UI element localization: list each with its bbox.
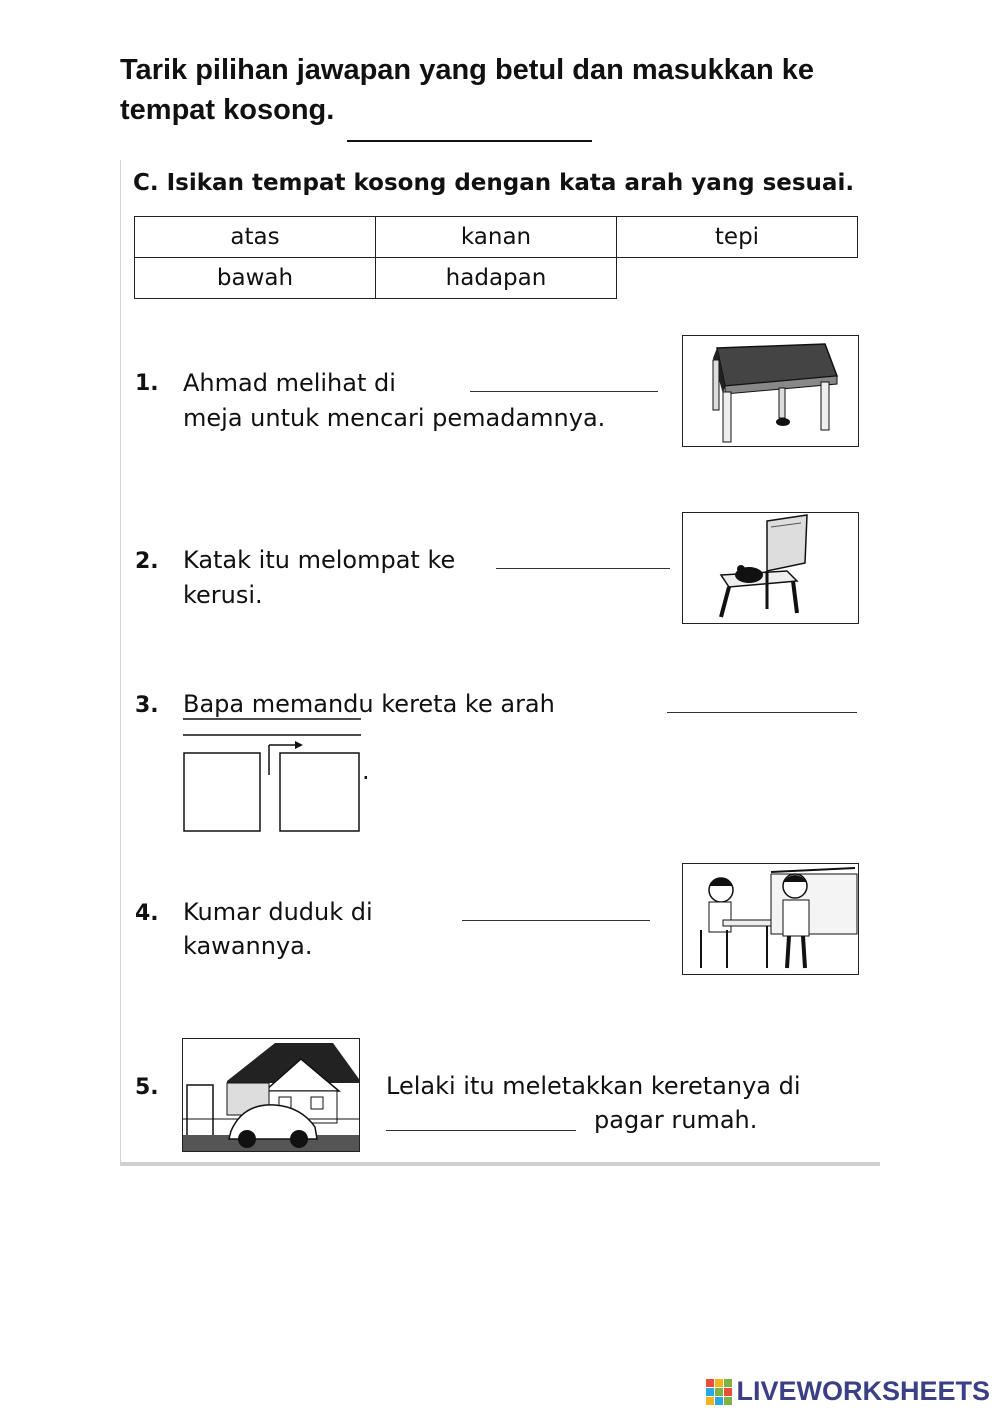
- question-2-line-2: kerusi.: [183, 581, 263, 609]
- question-number: 3.: [135, 693, 159, 718]
- instruction-line-2: tempat kosong.: [120, 94, 335, 126]
- worksheet-area: [120, 160, 881, 1165]
- house-car-image: [182, 1038, 360, 1152]
- question-number: 4.: [135, 901, 159, 926]
- instruction: [120, 50, 920, 130]
- question-4-line-2: kawannya.: [183, 932, 313, 960]
- question-5-line-1: Lelaki itu meletakkan keretanya di: [386, 1072, 801, 1100]
- instruction-line-1: Tarik pilihan jawapan yang betul dan masukkan ke: [120, 54, 815, 86]
- answer-blank-1[interactable]: [470, 391, 658, 392]
- boys-classroom-image: [682, 863, 859, 975]
- liveworksheets-logo[interactable]: [706, 1376, 990, 1407]
- question-3-line-1: Bapa memandu kereta ke arah: [183, 690, 555, 718]
- frog-chair-image: [682, 512, 859, 624]
- road-turn-right-image: [183, 717, 361, 832]
- logo-text: LIVEWORKSHEETS: [736, 1376, 990, 1406]
- question-3-line-2: .: [362, 757, 370, 785]
- question-1-line-1: Ahmad melihat di: [183, 369, 396, 397]
- question-1-line-2: meja untuk mencari pemadamnya.: [183, 404, 606, 432]
- question-number: 1.: [135, 371, 159, 396]
- word-option[interactable]: tepi: [617, 217, 858, 258]
- table-eraser-image: [682, 335, 859, 447]
- section-title: C. Isikan tempat kosong dengan kata arah yang sesuai.: [133, 170, 855, 196]
- answer-blank-3[interactable]: [667, 712, 857, 713]
- question-4-line-1: Kumar duduk di: [183, 898, 373, 926]
- drag-answer-slot[interactable]: [347, 140, 592, 142]
- question-number: 5.: [135, 1075, 159, 1100]
- word-option[interactable]: bawah: [135, 258, 376, 299]
- empty-cell: [617, 258, 858, 299]
- word-option[interactable]: atas: [135, 217, 376, 258]
- question-2-line-1: Katak itu melompat ke: [183, 546, 456, 574]
- word-option[interactable]: kanan: [376, 217, 617, 258]
- answer-blank-5[interactable]: [386, 1130, 576, 1131]
- word-bank: [134, 216, 858, 299]
- question-number: 2.: [135, 549, 159, 574]
- answer-blank-4[interactable]: [462, 920, 650, 921]
- answer-blank-2[interactable]: [496, 568, 670, 569]
- logo-grid-icon: [706, 1379, 732, 1405]
- word-option[interactable]: hadapan: [376, 258, 617, 299]
- question-5-line-2: pagar rumah.: [594, 1106, 758, 1134]
- worksheet-bottom-border: [120, 1162, 880, 1166]
